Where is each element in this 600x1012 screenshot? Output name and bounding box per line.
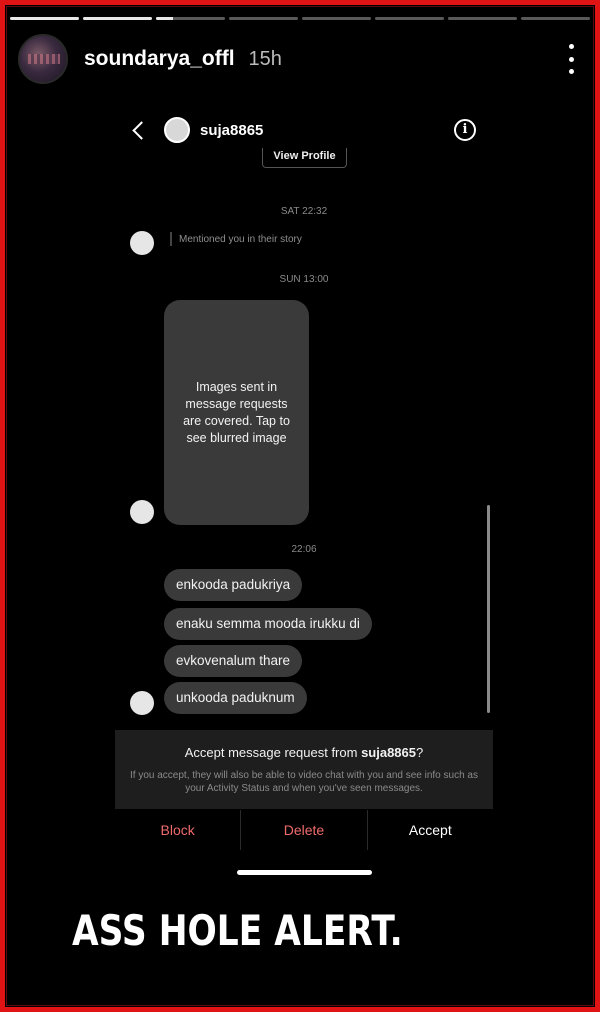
- mention-divider: [170, 232, 172, 246]
- progress-segment: [521, 17, 590, 20]
- mention-text: Mentioned you in their story: [179, 234, 302, 245]
- block-button[interactable]: Block: [160, 822, 195, 838]
- message-bubble[interactable]: enaku semma mooda irukku di: [164, 608, 372, 640]
- delete-button[interactable]: Delete: [240, 810, 366, 850]
- story-progress-bar: [10, 17, 590, 20]
- request-description: If you accept, they will also be able to video chat with you and see info such as your Activity Status and when you've seen messages.: [130, 770, 478, 794]
- progress-segment-fill: [10, 17, 79, 20]
- story-username[interactable]: soundarya_offl: [84, 47, 235, 70]
- view-profile-button[interactable]: View Profile: [262, 148, 347, 168]
- more-options-icon[interactable]: [566, 44, 576, 74]
- message-request-panel: [115, 730, 493, 809]
- story-avatar[interactable]: [18, 34, 68, 84]
- request-title: [115, 745, 493, 760]
- story-caption: ASS HOLE ALERT.: [72, 906, 403, 955]
- progress-segment: [10, 17, 79, 20]
- dm-header: [130, 112, 480, 148]
- progress-segment: [375, 17, 444, 20]
- home-indicator: [237, 870, 372, 875]
- request-title-prefix: Accept message request from: [184, 745, 362, 760]
- dm-username[interactable]: suja8865: [200, 121, 264, 139]
- progress-segment: [156, 17, 225, 20]
- message-bubble[interactable]: evkovenalum thare: [164, 645, 302, 677]
- progress-segment: [229, 17, 298, 20]
- timestamp-sat: SAT 22:32: [280, 206, 328, 217]
- progress-segment: [83, 17, 152, 20]
- timestamp-evening: 22:06: [291, 544, 317, 555]
- sender-avatar: [130, 500, 154, 524]
- accept-button[interactable]: Accept: [367, 810, 493, 850]
- timestamp-sun: SUN 13:00: [279, 274, 329, 285]
- request-actions: [115, 810, 493, 850]
- request-title-suffix: ?: [416, 745, 424, 760]
- message-bubble[interactable]: unkooda paduknum: [164, 682, 307, 714]
- progress-segment-fill: [83, 17, 152, 20]
- progress-segment: [448, 17, 517, 20]
- progress-segment-fill: [156, 17, 173, 20]
- back-arrow-icon[interactable]: [130, 116, 150, 144]
- progress-segment: [302, 17, 371, 20]
- sender-avatar: [130, 691, 154, 715]
- covered-image-message[interactable]: [164, 300, 309, 525]
- message-bubble[interactable]: enkooda padukriya: [164, 569, 302, 601]
- dm-avatar[interactable]: [164, 117, 190, 143]
- request-title-user: suja8865: [361, 745, 416, 760]
- info-icon[interactable]: i: [454, 119, 476, 141]
- sender-avatar: [130, 231, 154, 255]
- story-header: [18, 34, 584, 84]
- scrollbar[interactable]: [487, 505, 490, 713]
- covered-image-text: Images sent in message requests are covered. Tap to see blurred image: [183, 379, 290, 445]
- story-time-ago: 15h: [248, 47, 282, 70]
